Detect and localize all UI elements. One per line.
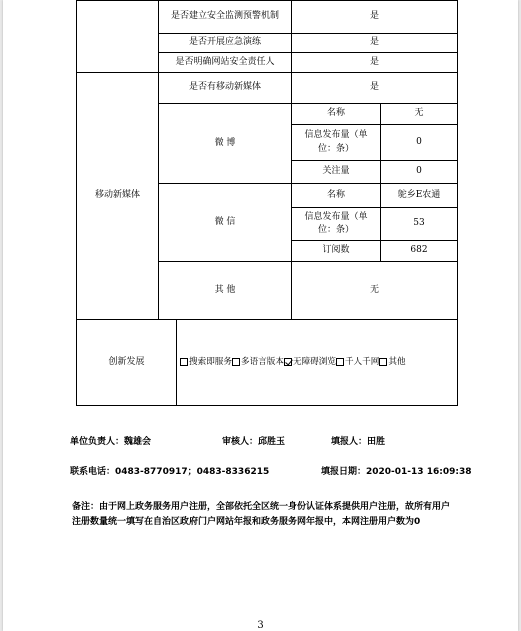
has-mobile-value: 是 bbox=[291, 72, 458, 104]
option-checkbox[interactable] bbox=[379, 358, 387, 366]
left-col-top bbox=[76, 0, 159, 73]
monitor-value: 是 bbox=[291, 0, 458, 34]
remark-note: 备注：由于网上政务服务用户注册，全部依托全区统一身份认证体系提供用户注册，故所有用户注册数量统一填写在自治区政府门户网站年报和政务服务网年报中，本网注册用户数为0 bbox=[72, 502, 451, 527]
filler: 填报人：田胜 bbox=[331, 437, 386, 447]
option-checkbox[interactable] bbox=[336, 358, 344, 366]
wechat-subs-value: 682 bbox=[380, 240, 458, 262]
option-checkbox[interactable] bbox=[232, 358, 240, 366]
wechat-posts-label: 信息发布量（单位：条） bbox=[291, 207, 381, 241]
officer-value: 是 bbox=[291, 52, 458, 73]
innovation-options bbox=[176, 319, 458, 406]
wechat-label: 微 信 bbox=[158, 183, 292, 262]
wechat-name-label: 名称 bbox=[291, 183, 381, 208]
weibo-label: 微 博 bbox=[158, 103, 292, 184]
other-value: 无 bbox=[291, 261, 458, 320]
option-multilingual[interactable]: 多语言版本 bbox=[232, 356, 284, 368]
fill-date: 填报日期：2020-01-13 16:09:38 bbox=[321, 467, 472, 477]
reviewer: 审核人：邱胜玉 bbox=[222, 437, 286, 447]
option-checkbox[interactable] bbox=[180, 358, 188, 366]
wechat-subs-label: 订阅数 bbox=[291, 240, 381, 262]
officer-label: 是否明确网站安全责任人 bbox=[158, 52, 292, 73]
weibo-name-label: 名称 bbox=[291, 103, 381, 125]
monitor-label: 是否建立安全监测预警机制 bbox=[158, 0, 292, 34]
weibo-posts-label: 信息发布量（单位：条） bbox=[291, 124, 381, 161]
contact-phone: 联系电话：0483-8770917；0483-8336215 bbox=[70, 467, 270, 477]
document-page bbox=[3, 0, 518, 631]
option-search-service[interactable]: 搜索即服务 bbox=[180, 356, 232, 368]
unit-head: 单位负责人：魏雄会 bbox=[70, 437, 152, 447]
option-personalized[interactable]: 千人千网 bbox=[336, 356, 379, 368]
drill-value: 是 bbox=[291, 33, 458, 53]
option-checkbox-checked[interactable] bbox=[284, 358, 292, 366]
has-mobile-label: 是否有移动新媒体 bbox=[158, 72, 292, 104]
option-accessible[interactable]: 无障碍浏览 bbox=[284, 356, 336, 368]
weibo-name-value: 无 bbox=[380, 103, 458, 125]
page-number: 3 bbox=[257, 620, 264, 631]
other-label: 其 他 bbox=[158, 261, 292, 320]
innovation-label: 创新发展 bbox=[76, 319, 177, 406]
weibo-follow-label: 关注量 bbox=[291, 160, 381, 184]
weibo-posts-value: 0 bbox=[380, 124, 458, 161]
weibo-follow-value: 0 bbox=[380, 160, 458, 184]
wechat-name-value: 鸵乡E农通 bbox=[380, 183, 458, 208]
drill-label: 是否开展应急演练 bbox=[158, 33, 292, 53]
new-media-section: 移动新媒体 bbox=[76, 72, 159, 320]
wechat-posts-value: 53 bbox=[380, 207, 458, 241]
option-other[interactable]: 其他 bbox=[379, 356, 405, 368]
